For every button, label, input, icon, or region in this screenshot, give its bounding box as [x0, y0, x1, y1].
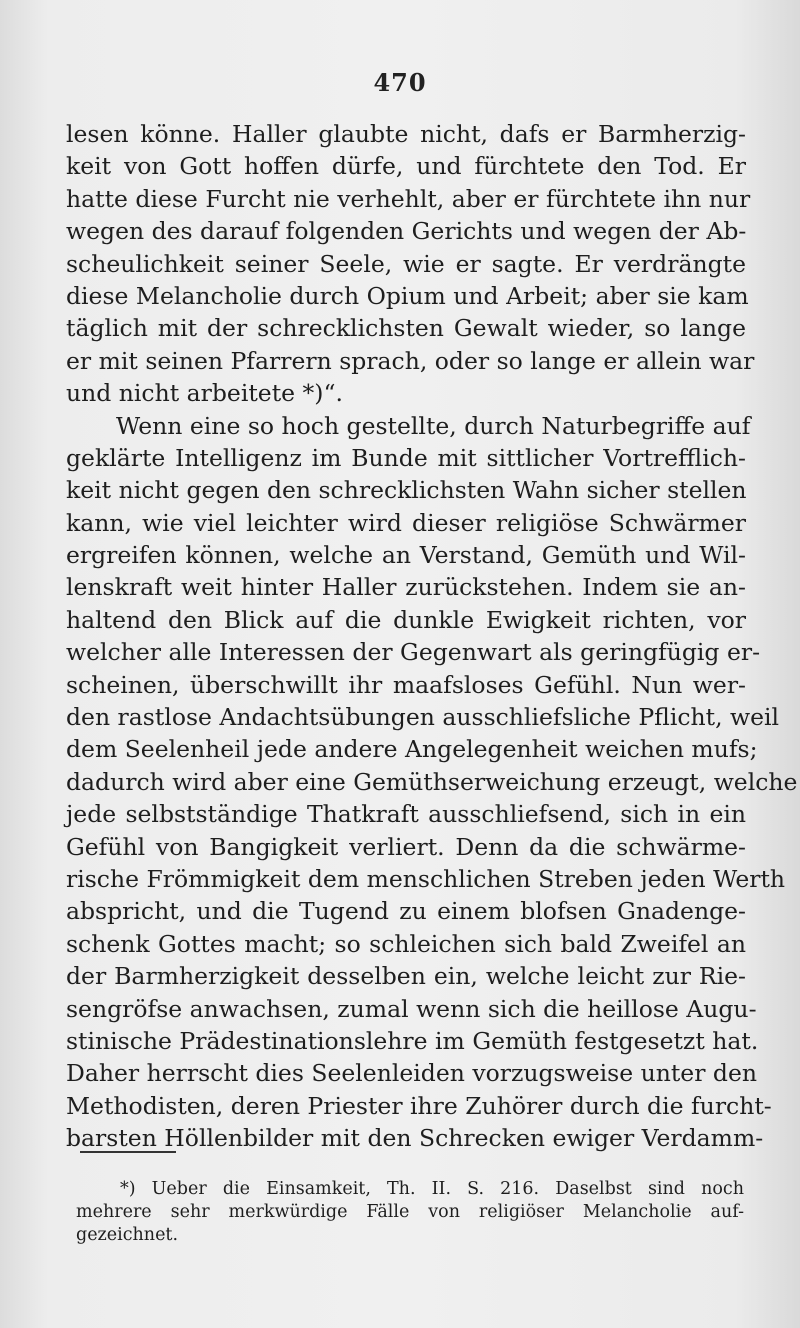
text-line: keit nicht gegen den schrecklichsten Wahn sicher stellen: [66, 476, 747, 505]
text-line: abspricht, und die Tugend zu einem blofsen Gnadenge-: [66, 897, 746, 926]
text-line: schenk Gottes macht; so schleichen sich bald Zweifel an: [66, 929, 746, 958]
footnote: [76, 1178, 744, 1247]
text-line: kann, wie viel leichter wird dieser religiöse Schwärmer: [66, 508, 746, 537]
footnote-line: mehrere sehr merkwürdige Fälle von religiöser Melancholie auf-: [76, 1202, 744, 1222]
text-line: täglich mit der schrecklichsten Gewalt wieder, so lange: [66, 314, 746, 343]
text-line: haltend den Blick auf die dunkle Ewigkeit richten, vor: [66, 605, 746, 634]
text-line: dadurch wird aber eine Gemüthserweichung erzeugt, welche: [66, 767, 798, 796]
text-line: diese Melancholie durch Opium und Arbeit; aber sie kam: [66, 281, 749, 310]
text-line: Gefühl von Bangigkeit verliert. Denn da die schwärme-: [66, 832, 746, 861]
text-line: lenskraft weit hinter Haller zurückstehen. Indem sie an-: [66, 573, 746, 602]
body-text: [66, 118, 798, 1155]
text-line: scheulichkeit seiner Seele, wie er sagte. Er verdrängte: [66, 249, 746, 278]
text-line: und nicht arbeitete *)“.: [66, 379, 343, 408]
footnote-line: gezeichnet.: [76, 1225, 179, 1245]
text-line: ergreifen können, welche an Verstand, Gemüth und Wil-: [66, 541, 746, 570]
page-number: 470: [373, 68, 427, 97]
text-line: Daher herrscht dies Seelenleiden vorzugsweise unter den: [66, 1059, 758, 1088]
text-line: der Barmherzigkeit desselben ein, welche leicht zur Rie-: [66, 962, 746, 991]
text-line: barsten Höllenbilder mit den Schrecken ewiger Verdamm-: [66, 1124, 764, 1153]
text-line: stinische Prädestinationslehre im Gemüth festgesetzt hat.: [66, 1026, 759, 1055]
text-line: geklärte Intelligenz im Bunde mit sittlicher Vortrefflich-: [66, 443, 746, 472]
text-line: jede selbstständige Thatkraft ausschliefsend, sich in ein: [66, 800, 746, 829]
paragraph-start-line: Wenn eine so hoch gestellte, durch Naturbegriffe auf: [116, 411, 751, 440]
text-line: Methodisten, deren Priester ihre Zuhörer durch die furcht-: [66, 1091, 772, 1120]
text-line: lesen könne. Haller glaubte nicht, dafs er Barmherzig-: [66, 120, 746, 148]
text-line: sengröfse anwachsen, zumal wenn sich die heillose Augu-: [66, 994, 757, 1023]
text-line: den rastlose Andachtsübungen ausschliefsliche Pflicht, weil: [66, 703, 780, 732]
text-line: rische Frömmigkeit dem menschlichen Streben jeden Werth: [66, 864, 786, 893]
text-line: dem Seelenheil jede andere Angelegenheit weichen mufs;: [66, 735, 758, 764]
text-line: welcher alle Interessen der Gegenwart als geringfügig er-: [66, 638, 761, 667]
text-line: hatte diese Furcht nie verhehlt, aber er fürchtete ihn nur: [66, 184, 751, 213]
text-line: keit von Gott hoffen dürfe, und fürchtete den Tod. Er: [66, 152, 746, 181]
text-line: er mit seinen Pfarrern sprach, oder so lange er allein war: [66, 346, 755, 375]
footnote-line: *) Ueber die Einsamkeit, Th. II. S. 216. Daselbst sind noch: [120, 1179, 744, 1199]
text-line: wegen des darauf folgenden Gerichts und wegen der Ab-: [66, 217, 747, 246]
text-line: scheinen, überschwillt ihr maafsloses Gefühl. Nun wer-: [66, 670, 746, 699]
footnote-rule: [80, 1151, 176, 1153]
